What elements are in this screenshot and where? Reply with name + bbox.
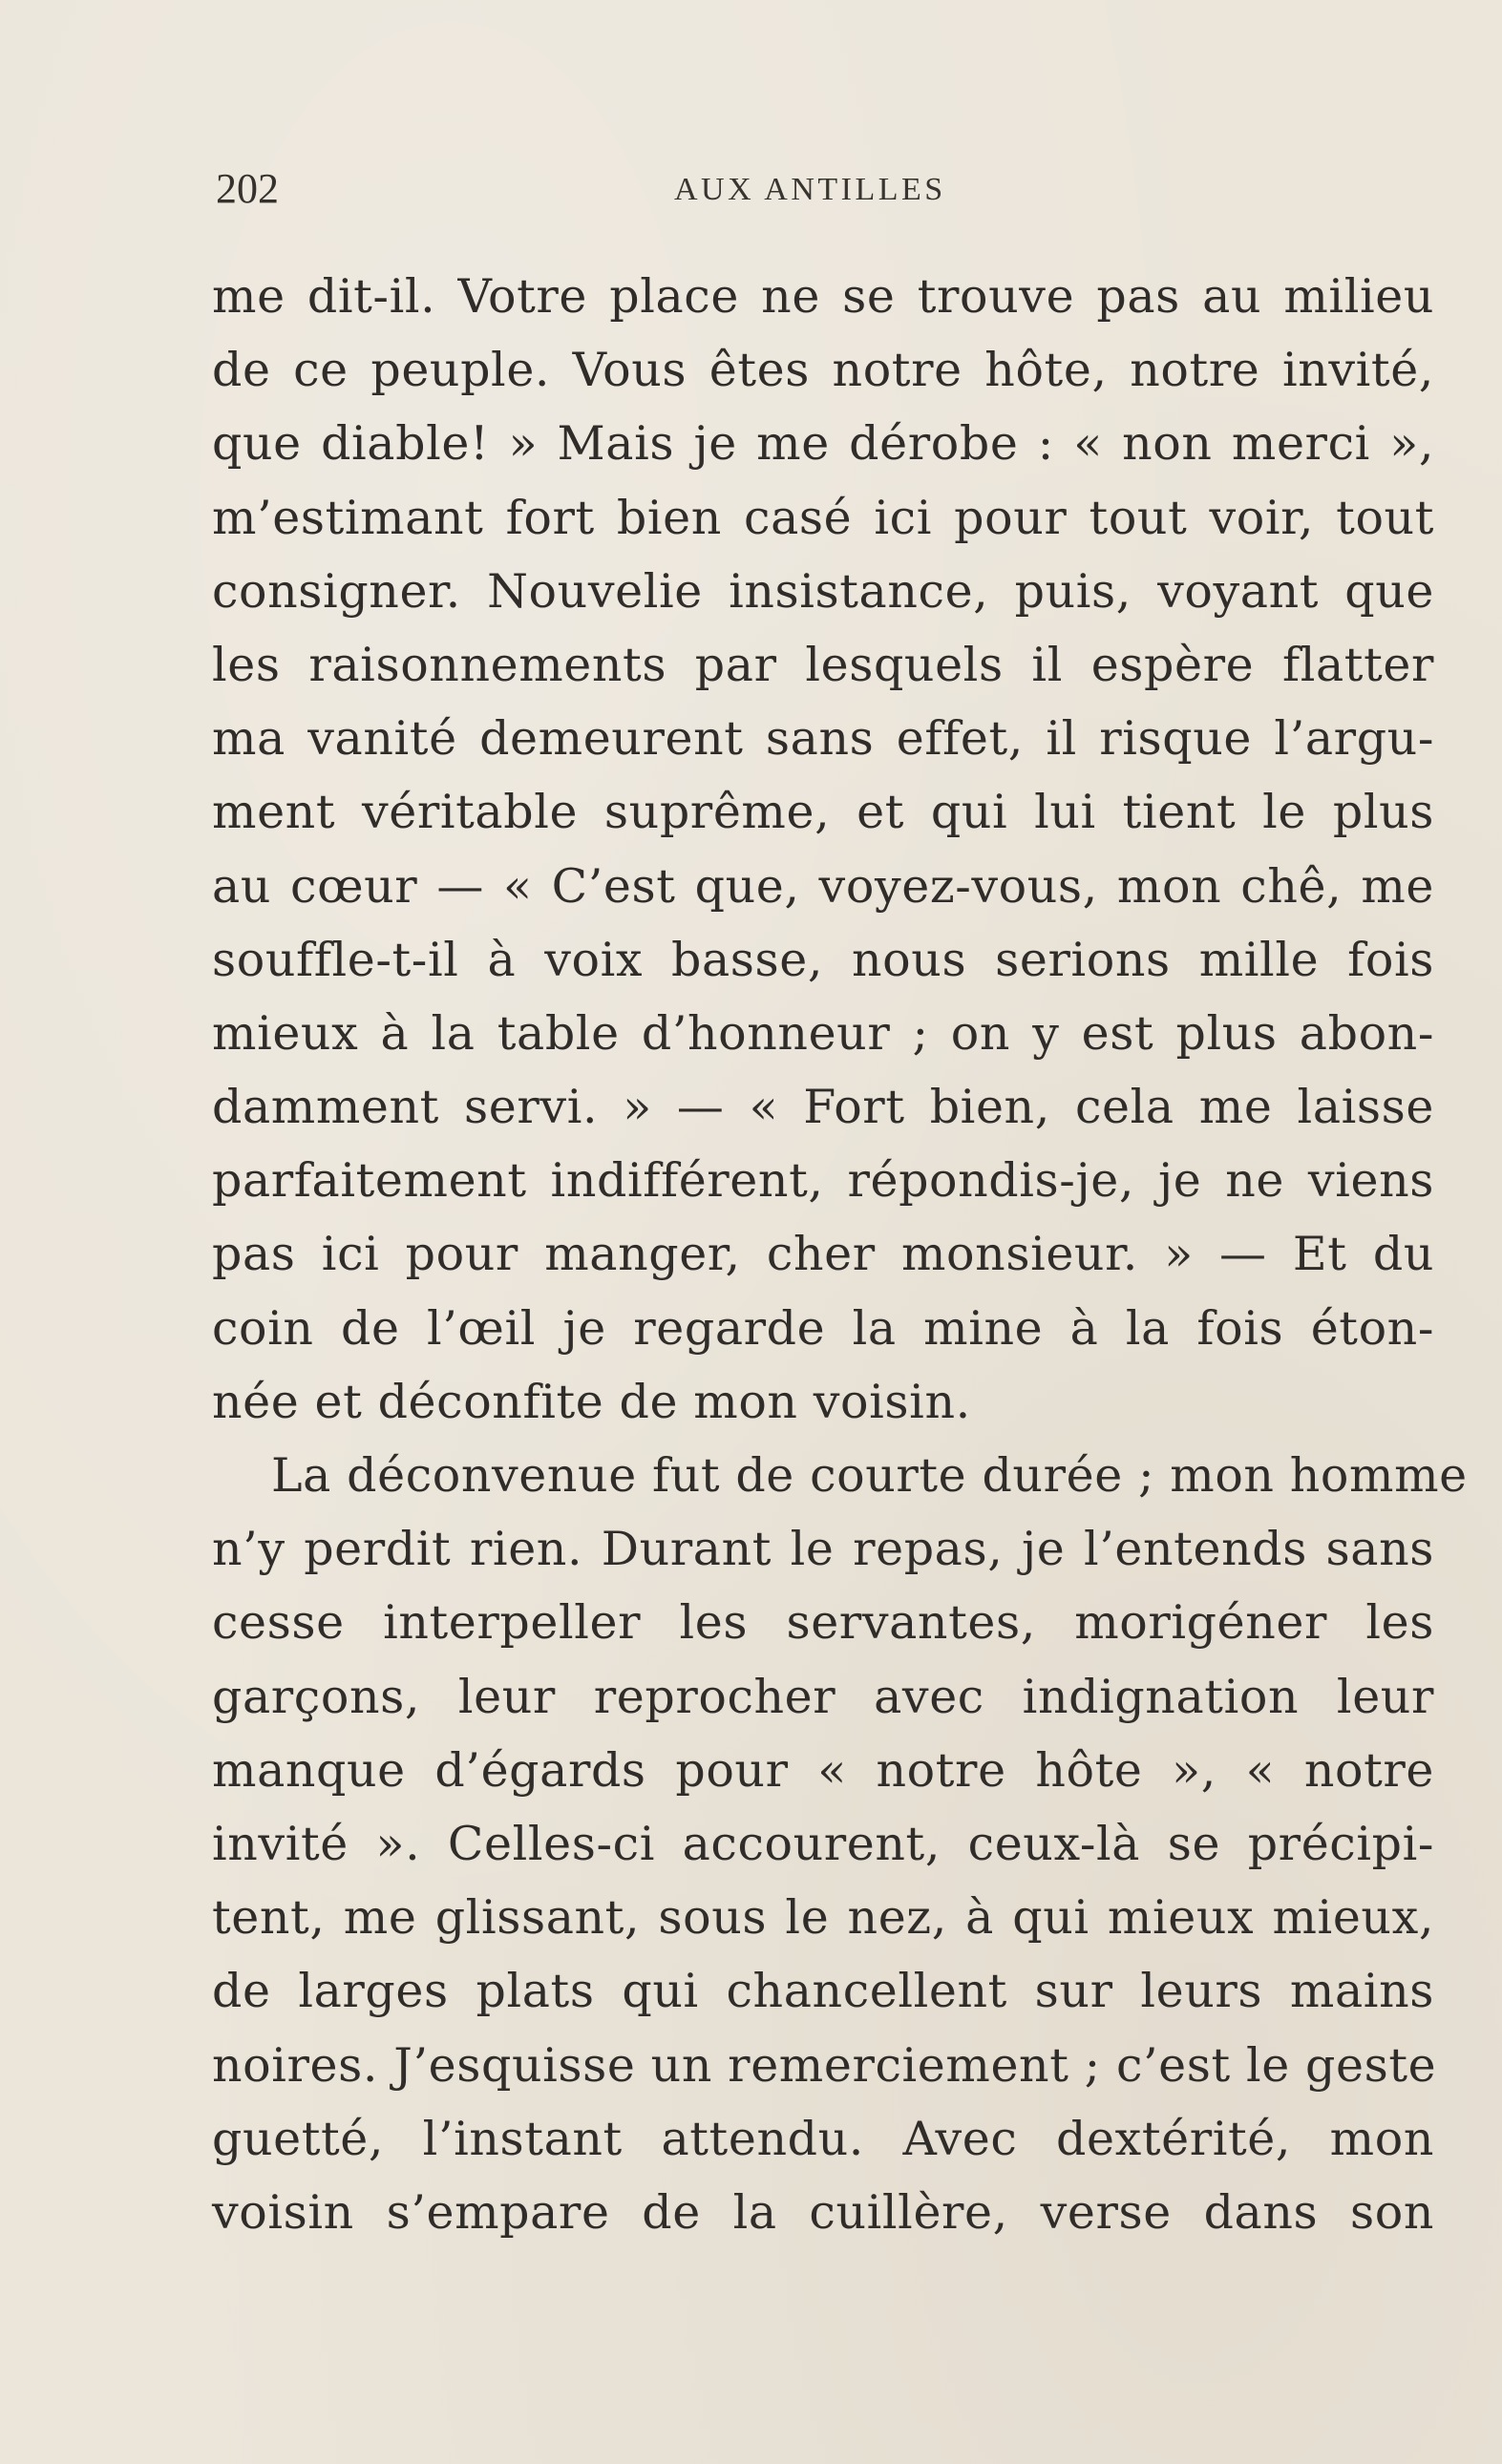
body-text xyxy=(212,260,1468,2249)
paragraph-start-line: La déconvenue fut de courte durée ; mon homme xyxy=(271,1448,1468,1503)
text-line: noires. J’esquisse un remerciement ; c’est le geste xyxy=(212,2037,1437,2093)
text-line: ment véritable suprême, et qui lui tient le plus xyxy=(212,785,1434,840)
text-line: les raisonnements par lesquels il espère flatter xyxy=(212,637,1434,692)
text-line: damment servi. » — « Fort bien, cela me laisse xyxy=(212,1080,1434,1135)
running-head: AUX ANTILLES xyxy=(674,172,946,207)
text-line: parfaitement indifférent, répondis-je, je ne viens xyxy=(212,1153,1434,1209)
text-line: invité ». Celles-ci accourent, ceux-là se précipi- xyxy=(212,1816,1434,1871)
text-line: de larges plats qui chancellent sur leurs mains xyxy=(212,1964,1434,2019)
text-line: au cœur — « C’est que, voyez-vous, mon chê, me xyxy=(212,858,1434,914)
text-line: voisin s’empare de la cuillère, verse dans son xyxy=(212,2184,1434,2240)
text-line: cesse interpeller les servantes, morigéner les xyxy=(212,1595,1434,1651)
text-line: guetté, l’instant attendu. Avec dextérité, mon xyxy=(212,2111,1434,2166)
text-line: que diable! » Mais je me dérobe : « non merci », xyxy=(212,416,1434,472)
text-line: garçons, leur reprocher avec indignation leur xyxy=(212,1669,1434,1724)
page-number: 202 xyxy=(216,165,279,212)
text-line: souffle-t-il à voix basse, nous serions mille fois xyxy=(212,932,1434,987)
text-line: coin de l’œil je regarde la mine à la fois éton- xyxy=(212,1300,1434,1356)
text-line: manque d’égards pour « notre hôte », « notre xyxy=(212,1742,1434,1798)
text-line: tent, me glissant, sous le nez, à qui mieux mieux, xyxy=(212,1890,1434,1946)
text-line: pas ici pour manger, cher monsieur. » — Et du xyxy=(212,1227,1434,1282)
text-line: de ce peuple. Vous êtes notre hôte, notre invité, xyxy=(212,343,1434,398)
text-line: ma vanité demeurent sans effet, il risque l’argu- xyxy=(212,711,1434,767)
paragraph-end-line: née et déconfite de mon voisin. xyxy=(212,1374,971,1429)
text-line: mieux à la table d’honneur ; on y est plus abon- xyxy=(212,1005,1434,1061)
page-header xyxy=(0,160,1502,218)
text-line: consigner. Nouvelie insistance, puis, voyant que xyxy=(212,563,1434,619)
text-line: m’estimant fort bien casé ici pour tout voir, tout xyxy=(212,490,1434,545)
text-line: n’y perdit rien. Durant le repas, je l’entends sans xyxy=(212,1522,1434,1577)
text-line: me dit-il. Votre place ne se trouve pas au milieu xyxy=(212,269,1434,324)
